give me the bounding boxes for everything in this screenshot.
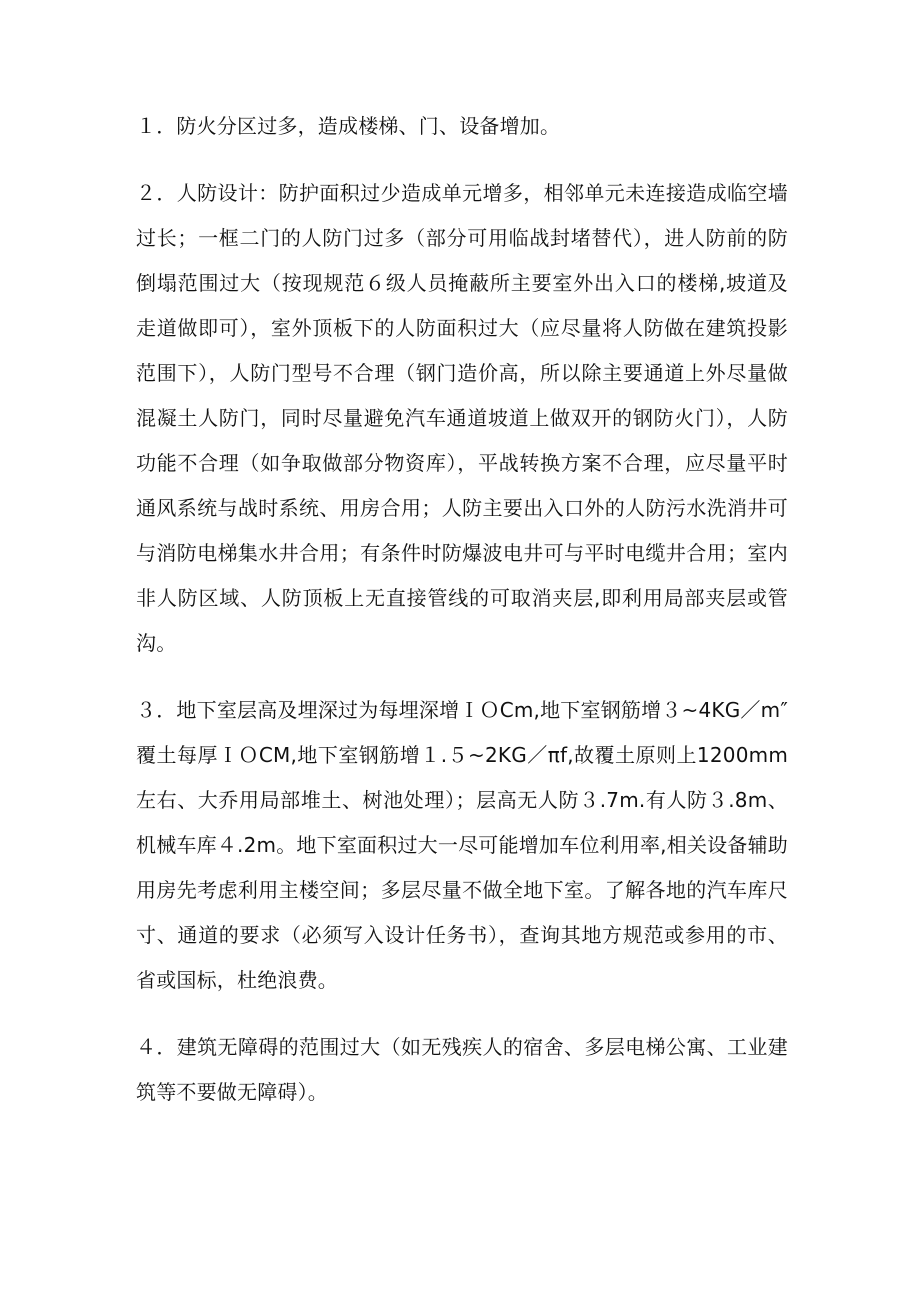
paragraph-3: ３．地下室层高及埋深过为每埋深增ＩＯCm,地下室钢筋增３~4KG／m″覆土每厚ＩＯCM,地下室钢筋增１.５~2KG／πf,故覆土原则上1200mm左右、大乔用局部堆土、树池处理）；层高无人防３.7m.有人防３.8m、机械车库４.2m。地下室面积过大一尽可能增加车位利用率,相关设备辅助用房先考虑利用主楼空间；多层尽量不做全地下室。了解各地的汽车库尺寸、通道的要求（必须写入设计任务书），查询其地方规范或参用的市、省或国标，杜绝浪费。 bbox=[136, 698, 788, 992]
paragraph-spacer bbox=[136, 666, 788, 688]
paragraph-1: １．防火分区过多，造成楼梯、门、设备增加。 bbox=[136, 114, 561, 138]
paragraph-spacer bbox=[136, 149, 788, 171]
paragraph-2: ２．人防设计：防护面积过少造成单元增多，相邻单元未连接造成临空墙过长；一框二门的人防门过多（部分可用临战封堵替代），进人防前的防倒塌范围过大（按现规范６级人员掩蔽所主要室外出入口的楼梯,坡道及走道做即可），室外顶板下的人防面积过大（应尽量将人防做在建筑投影范围下），人防门型号不合理（钢门造价高，所以除主要通道上外尽量做混凝土人防门，同时尽量避免汽车通道坡道上做双开的钢防火门），人防功能不合理（如争取做部分物资库），平战转换方案不合理，应尽量平时通风系统与战时系统、用房合用；人防主要出入口外的人防污水洗消井可与消防电梯集水井合用；有条件时防爆波电井可与平时电缆井合用；室内非人防区域、人防顶板上无直接管线的可取消夹层,即利用局部夹层或管沟。 bbox=[136, 181, 788, 655]
paragraph-4: ４．建筑无障碍的范围过大（如无残疾人的宿舍、多层电梯公寓、工业建筑等不要做无障碍）。 bbox=[136, 1035, 788, 1104]
document-body bbox=[136, 104, 788, 1115]
paragraph-spacer bbox=[136, 1003, 788, 1025]
